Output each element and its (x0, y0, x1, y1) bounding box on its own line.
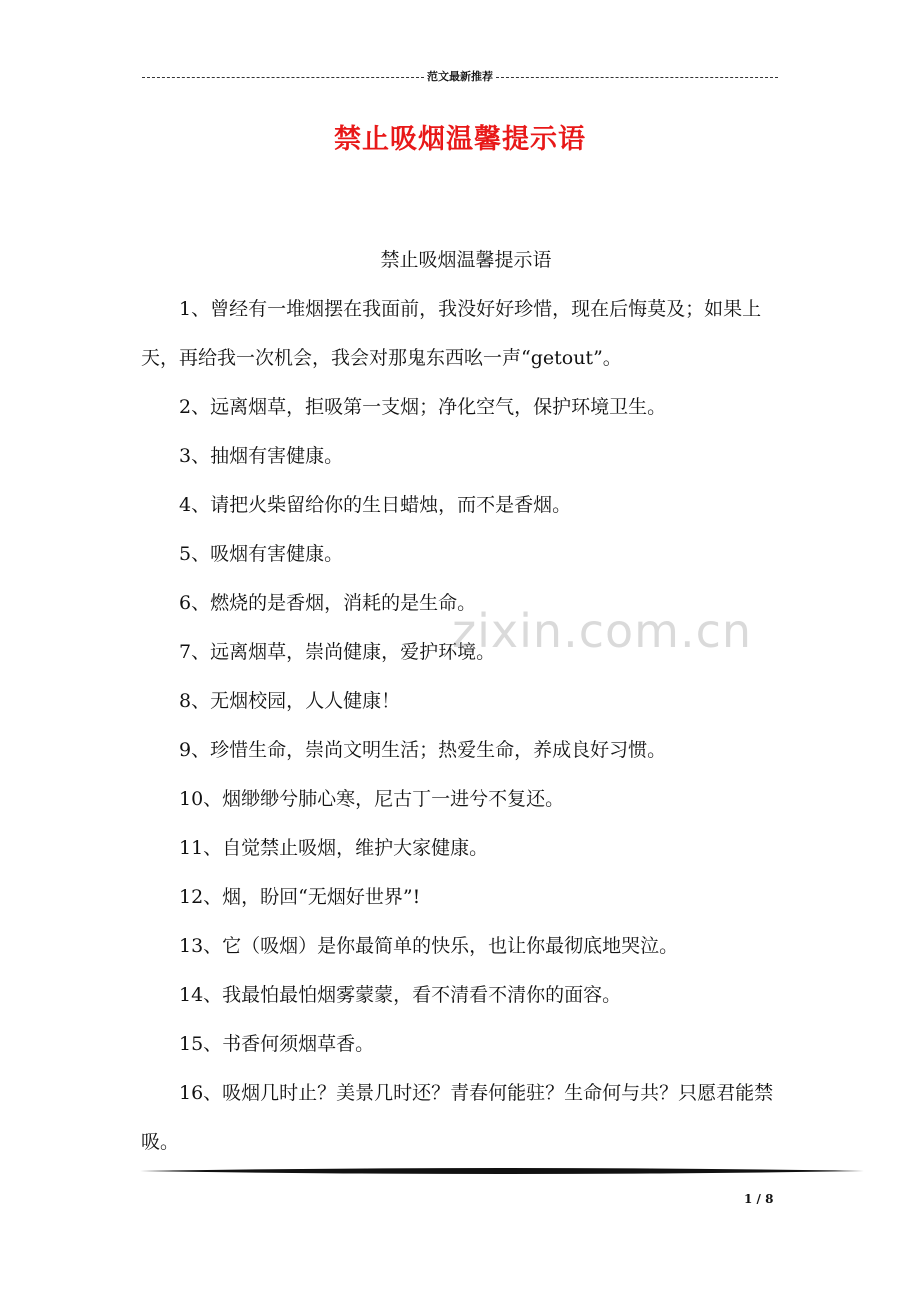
page-number: 1 / 8 (744, 1192, 774, 1206)
document-title: 禁止吸烟温馨提示语 (334, 124, 586, 155)
paragraph: 13、它（吸烟）是你最简单的快乐，也让你最彻底地哭泣。 (179, 935, 679, 957)
header-dashes-right (496, 77, 778, 78)
header-label: 范文最新推荐 (427, 70, 493, 83)
paragraph: 11、自觉禁止吸烟，维护大家健康。 (179, 837, 489, 859)
paragraph: 9、珍惜生命，崇尚文明生活；热爱生命，养成良好习惯。 (179, 739, 667, 761)
paragraph: 15、书香何须烟草香。 (179, 1033, 375, 1055)
paragraph: 5、吸烟有害健康。 (179, 543, 344, 565)
document-subtitle: 禁止吸烟温馨提示语 (380, 249, 552, 271)
watermark: zixin.com.cn (452, 604, 753, 658)
paragraph: 10、烟缈缈兮肺心寒，尼古丁一进兮不复还。 (179, 788, 565, 810)
footer-rule (140, 1165, 864, 1177)
paragraph: 2、远离烟草，拒吸第一支烟；净化空气，保护环境卫生。 (179, 396, 667, 418)
paragraph: 16、吸烟几时止？美景几时还？青春何能驻？生命何与共？只愿君能禁吸。 (141, 1082, 774, 1153)
paragraph: 4、请把火柴留给你的生日蜡烛，而不是香烟。 (179, 494, 572, 516)
paragraph: 7、远离烟草，崇尚健康，爱护环境。 (179, 641, 496, 663)
paragraph: 1、曾经有一堆烟摆在我面前，我没好好珍惜，现在后悔莫及；如果上天，再给我一次机会，我会对那鬼东西吆一声“getout”。 (141, 298, 762, 369)
document-body (141, 236, 791, 1167)
header-dashes-left (142, 77, 424, 78)
paragraph: 3、抽烟有害健康。 (179, 445, 344, 467)
page-header (140, 67, 780, 87)
paragraph: 6、燃烧的是香烟，消耗的是生命。 (179, 592, 477, 614)
paragraph: 14、我最怕最怕烟雾蒙蒙，看不清看不清你的面容。 (179, 984, 622, 1006)
paragraph: 12、烟，盼回“无烟好世界”! (179, 886, 421, 908)
paragraph: 8、无烟校园，人人健康！ (179, 690, 401, 712)
